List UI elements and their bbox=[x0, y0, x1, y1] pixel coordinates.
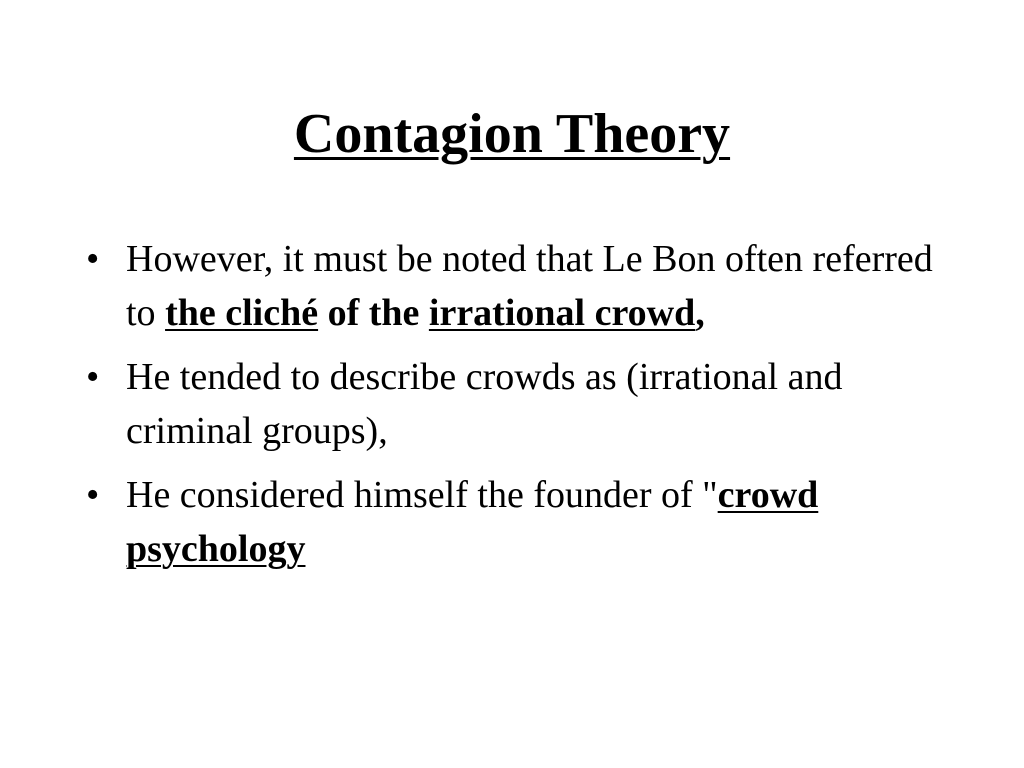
bullet-1-text: However, it must be noted that Le Bon often referred to bbox=[126, 238, 933, 334]
bullet-1-emphasis-irrational-crowd: irrational crowd bbox=[428, 292, 696, 334]
bullet-3-text: He considered himself the founder of " bbox=[126, 474, 718, 516]
bullet-item-1 bbox=[84, 232, 964, 340]
slide-title bbox=[0, 102, 1024, 166]
bullet-icon: • bbox=[86, 356, 100, 398]
slide-title-text: Contagion Theory bbox=[293, 103, 731, 165]
bullet-1-end-punctuation: , bbox=[695, 292, 705, 334]
bullet-icon: • bbox=[86, 474, 100, 516]
bullet-2-text: He tended to describe crowds as (irrational and criminal groups), bbox=[126, 356, 843, 452]
bullet-3-emphasis-crowd-psychology: crowd psychology bbox=[126, 474, 819, 570]
bullet-item-3 bbox=[84, 468, 964, 576]
bullet-list bbox=[84, 232, 964, 586]
bullet-item-2 bbox=[84, 350, 964, 458]
bullet-1-connector: of the bbox=[318, 292, 429, 334]
bullet-1-emphasis-cliche: the cliché bbox=[165, 292, 319, 334]
bullet-icon: • bbox=[86, 238, 100, 280]
